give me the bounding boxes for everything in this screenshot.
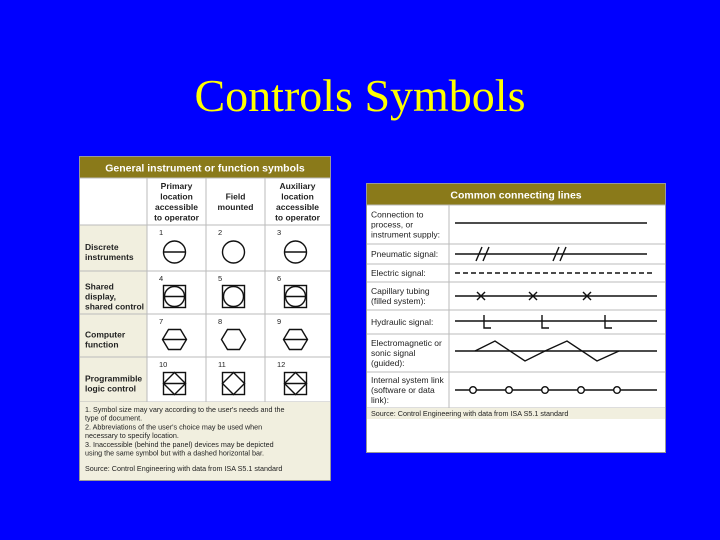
symbol-number: 3 [277,228,282,237]
column-header-line: location [281,191,314,202]
line-type-label: sonic signal [371,348,416,358]
symbol-number: 10 [159,360,168,369]
line-type-label: Pneumatic signal: [371,249,439,259]
line-sample-pneumatic [455,247,647,261]
row-label-line: Discrete [85,242,119,252]
table-header: Common connecting lines [450,189,582,202]
symbol-square-circle [223,286,245,308]
symbol-square-diamond [285,373,307,395]
row-label-line: logic control [85,383,136,394]
line-type-label: Electric signal: [371,268,426,278]
symbol-square-diamond [223,373,245,395]
line-sample-hydraulic [455,315,657,328]
row-label-line: function [85,339,119,350]
line-type-label: instrument supply: [371,229,440,240]
line-sample-capillary [455,292,657,300]
symbol-number: 6 [277,274,282,283]
slide-title: Controls Symbols [194,70,526,121]
source-note: Source: Control Engineering with data from ISA S5.1 standard [85,464,283,473]
column-header-line: Field [225,191,246,202]
column-header-line: accessible [275,201,320,212]
line-type-label: Electromagnetic or [371,338,442,348]
symbol-circle [223,241,245,263]
symbol-circle [164,241,186,263]
line-type-label: Hydraulic signal: [371,317,434,327]
column-header-line: Auxiliary [279,180,316,191]
connecting-lines-table [366,183,666,453]
instrument-symbols-figure [80,157,330,480]
line-type-label: (software or data [371,385,435,395]
note-line: necessary to specify location. [85,431,179,441]
row-label-line: Programmible [85,373,143,384]
line-type-label: link): [371,395,389,405]
instrument-symbols-table [79,156,331,481]
symbol-number: 12 [277,360,286,369]
note-line: using the same symbol but with a dashed horizontal bar. [85,448,264,458]
line-type-label: Connection to [371,209,424,220]
line-type-label: (filled system): [371,296,426,306]
symbol-square-diamond [164,373,186,395]
symbol-square-circle [164,286,186,308]
line-type-label: Capillary tubing [371,286,430,296]
symbol-number: 11 [218,360,226,369]
line-type-label: process, or [371,219,414,230]
symbol-number: 5 [218,274,223,283]
row-label-line: shared control [85,301,145,312]
line-sample-wave [455,341,657,361]
column-header-line: to operator [154,212,199,223]
symbol-number: 2 [218,228,223,237]
note-line: 3. Inaccessible (behind the panel) devices may be depicted [85,439,274,449]
column-header-line: mounted [217,201,254,212]
symbol-hexagon [163,330,187,350]
symbol-hexagon [284,330,308,350]
note-line: 1. Symbol size may vary according to the user's needs and the [85,405,285,414]
note-line: type of document. [85,413,143,423]
symbol-circle [285,241,307,263]
row-label-line: instruments [85,252,134,262]
row-label-line: Computer [85,329,126,340]
line-type-label: Internal system link [371,375,444,385]
line-sample-link [455,387,657,394]
symbol-number: 1 [159,228,164,237]
symbol-square-circle [285,286,307,308]
table-header: General instrument or function symbols [105,162,305,175]
source-note: Source: Control Engineering with data from ISA S5.1 standard [371,409,569,418]
column-header-line: location [160,191,193,202]
row-label-line: Shared [85,281,114,292]
symbol-hexagon [222,330,246,350]
column-header-line: to operator [275,212,320,223]
row-label-line: display, [85,291,117,302]
symbol-number: 8 [218,317,223,326]
line-type-label: (guided): [371,358,405,368]
symbol-number: 7 [159,317,164,326]
symbol-number: 4 [159,274,164,283]
symbol-number: 9 [277,317,282,326]
note-line: 2. Abbreviations of the user's choice may be used when [85,422,263,432]
connecting-lines-figure [367,184,665,452]
column-header-line: accessible [154,201,199,212]
column-header-line: Primary [160,180,193,191]
